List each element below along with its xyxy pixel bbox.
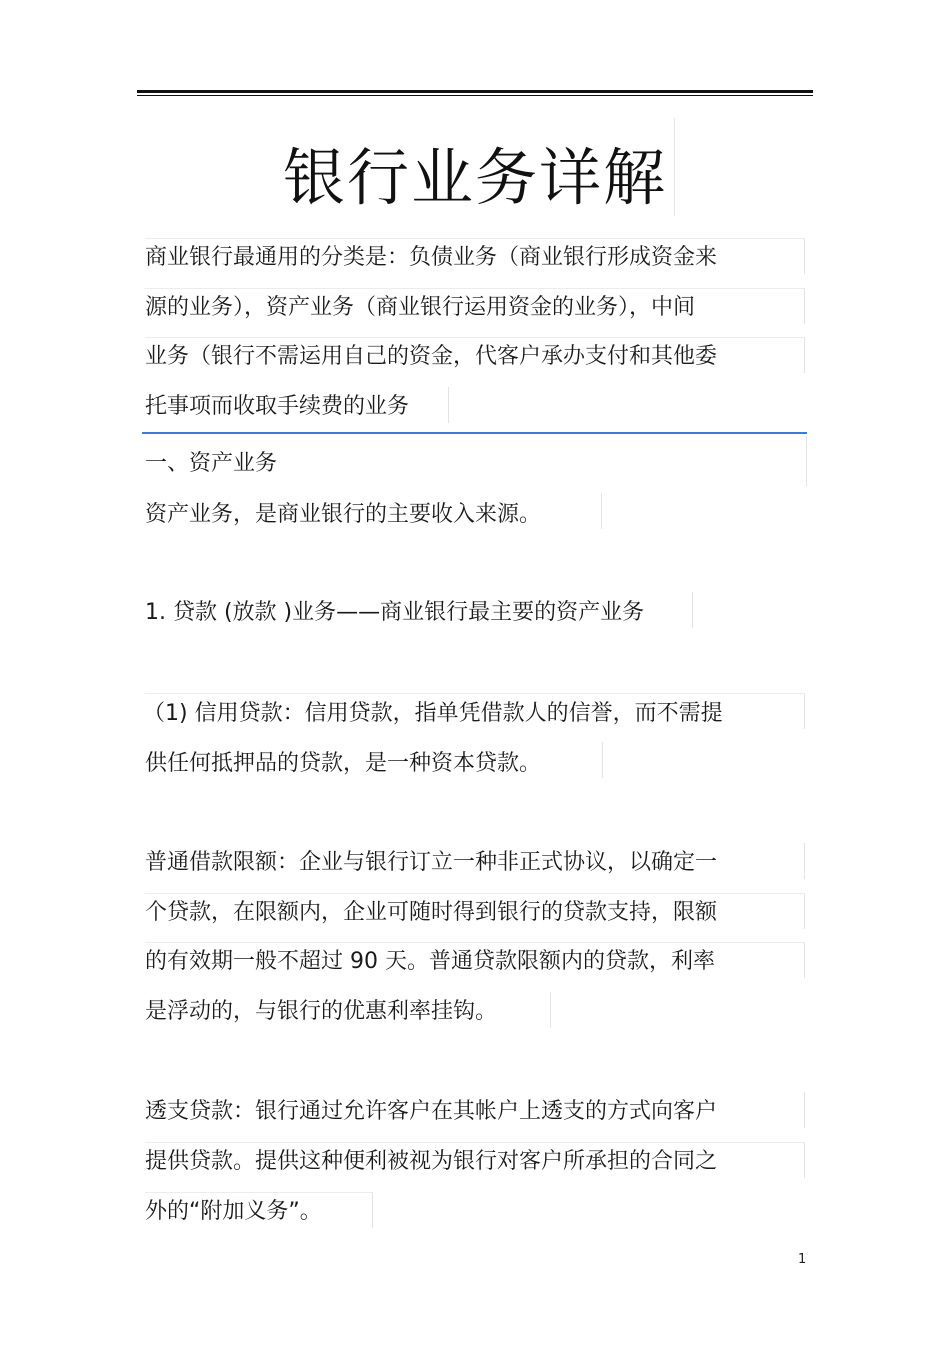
limit-line-4: 是浮动的，与银行的优惠利率挂钩。: [145, 999, 498, 1024]
text-box-edge: [804, 893, 805, 929]
header-rule-thick: [137, 90, 813, 93]
text-box-edge: [550, 992, 551, 1028]
text-box-edge: [804, 288, 805, 324]
credit-line-2: 供任何抵押品的贷款，是一种资本贷款。: [145, 751, 542, 776]
text-box-edge: [692, 592, 693, 628]
text-box-edge: [804, 942, 805, 978]
text-box-edge: [804, 843, 805, 879]
intro-line-1: 商业银行最通用的分类是：负债业务（商业银行形成资金来: [145, 245, 718, 270]
overdraft-line-1: 透支贷款：银行通过允许客户在其帐户上透支的方式向客户: [145, 1099, 718, 1124]
intro-line-3: 业务（银行不需运用自己的资金，代客户承办支付和其他委: [145, 344, 718, 369]
section-divider: [142, 432, 807, 434]
credit-line-1: （1) 信用贷款：信用贷款，指单凭借款人的信誉，而不需提: [143, 701, 723, 726]
text-box-edge: [372, 1192, 373, 1228]
intro-line-2: 源的业务），资产业务（商业银行运用资金的业务），中间: [145, 295, 696, 320]
page-number: 1: [798, 1252, 807, 1267]
section-desc-assets: 资产业务，是商业银行的主要收入来源。: [145, 502, 542, 527]
text-box-top: [145, 337, 805, 338]
text-box-edge: [448, 387, 449, 423]
text-box-edge: [804, 337, 805, 373]
loan-heading: 1. 贷款 (放款 )业务——商业银行最主要的资产业务: [145, 600, 645, 625]
text-box-edge: [806, 436, 807, 486]
limit-line-2: 个贷款，在限额内，企业可随时得到银行的贷款支持，限额: [145, 900, 718, 925]
intro-line-4: 托事项而收取手续费的业务: [145, 394, 410, 419]
text-box-edge: [601, 493, 602, 529]
text-box-top: [145, 238, 805, 239]
document-title: 银行业务详解: [282, 141, 667, 214]
overdraft-line-2: 提供贷款。提供这种便利被视为银行对客户所承担的合同之: [145, 1149, 718, 1174]
text-box-top: [145, 1192, 373, 1193]
text-box-top: [145, 693, 805, 694]
limit-line-3: 的有效期一般不超过 90 天。普通贷款限额内的贷款，利率: [145, 949, 715, 974]
text-box-edge: [602, 742, 603, 778]
text-box-edge: [804, 238, 805, 274]
text-box-top: [145, 893, 805, 894]
text-box-edge: [804, 693, 805, 729]
header-rule-thin: [137, 95, 813, 96]
text-box-edge: [804, 1142, 805, 1178]
text-box-top: [145, 1142, 805, 1143]
title-box-edge: [674, 118, 675, 216]
text-box-top: [145, 942, 805, 943]
text-box-edge: [804, 1092, 805, 1128]
limit-line-1: 普通借款限额：企业与银行订立一种非正式协议，以确定一: [145, 850, 718, 875]
text-box-top: [145, 288, 805, 289]
overdraft-line-3: 外的“附加义务”。: [145, 1199, 322, 1224]
section-heading-assets: 一、资产业务: [145, 451, 278, 476]
